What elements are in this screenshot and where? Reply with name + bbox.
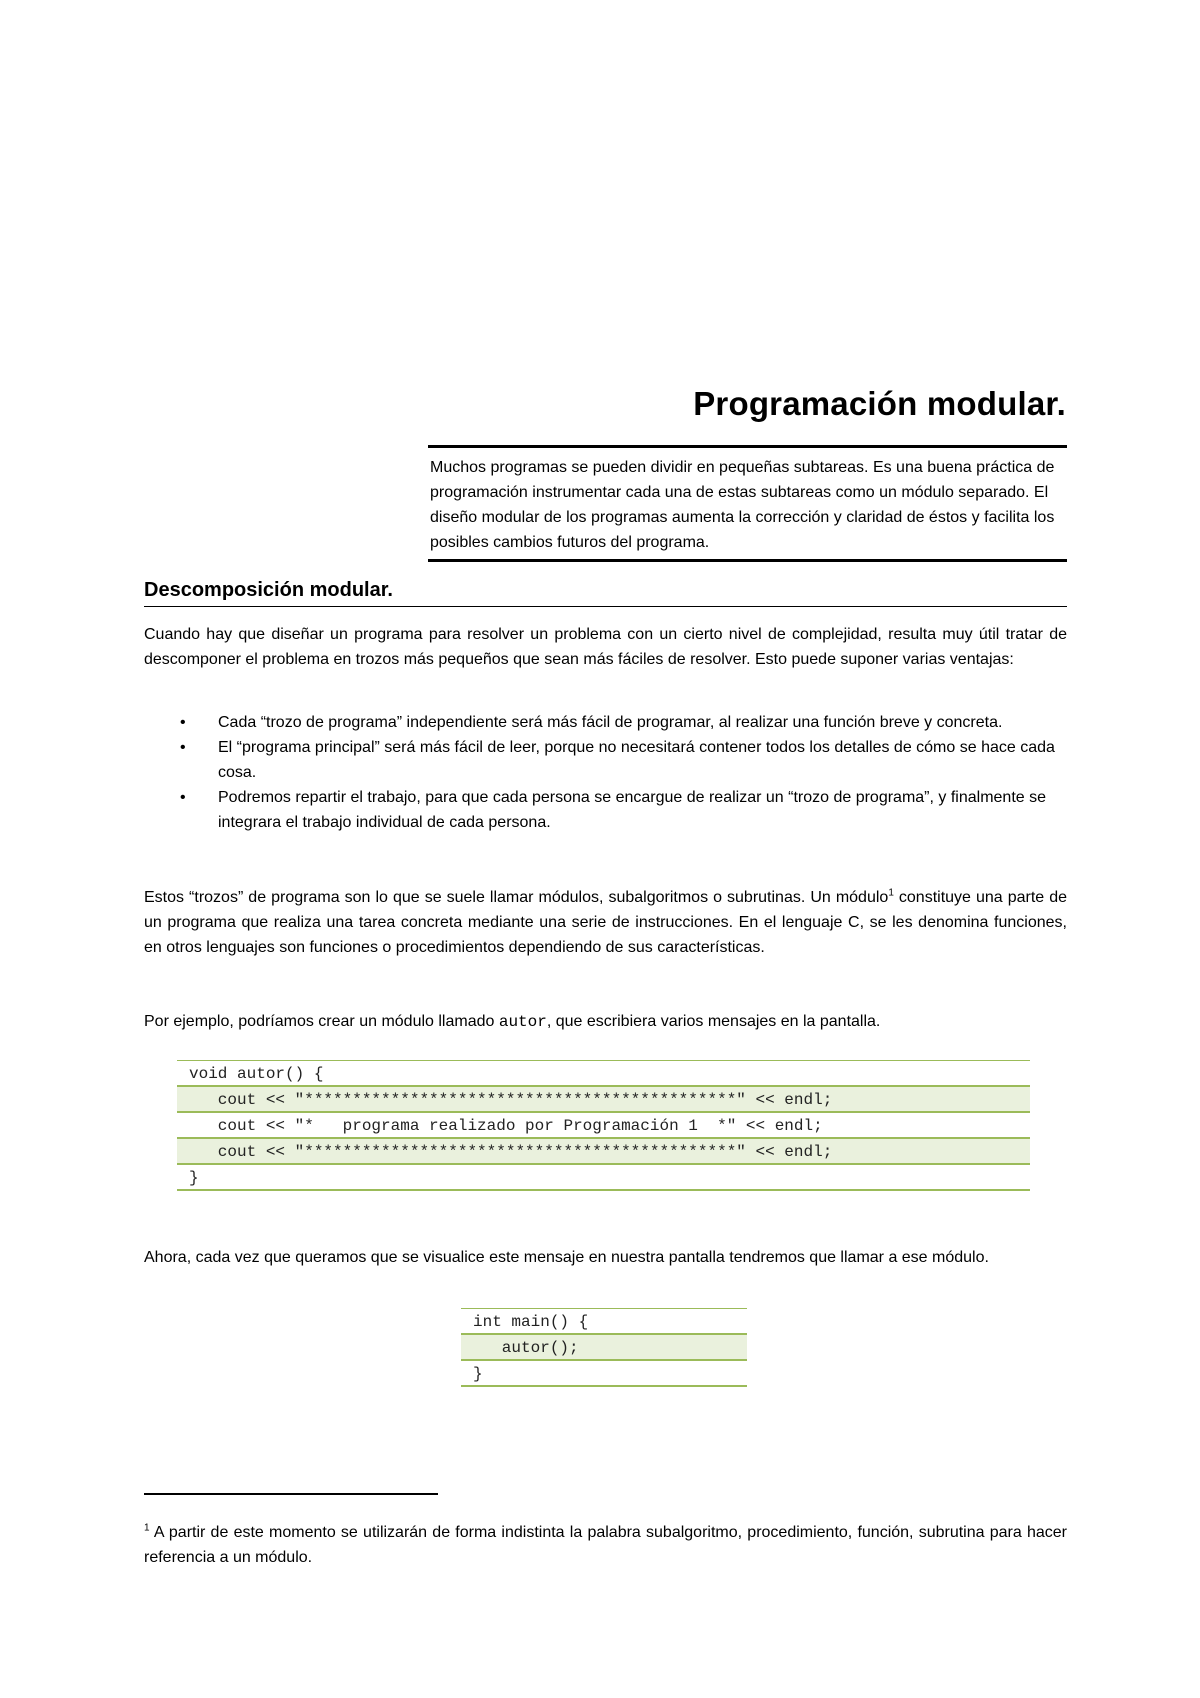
list-item-text: Cada “trozo de programa” independiente será más fácil de programar, al realizar una función breve y concreta. — [218, 714, 1003, 731]
example-text-a: Por ejemplo, podríamos crear un módulo llamado — [144, 1013, 499, 1030]
abstract-box — [428, 445, 1067, 562]
code-block-main — [461, 1308, 747, 1387]
list-item-text: Podremos repartir el trabajo, para que cada persona se encargue de realizar un “trozo de programa”, y finalmente se integrara el trabajo individual de cada persona. — [218, 789, 1047, 831]
footnote-text: A partir de este momento se utilizarán de forma indistinta la palabra subalgoritmo, procedimiento, función, subrutina para hacer referencia a un módulo. — [144, 1524, 1067, 1566]
abstract-text: Muchos programas se pueden dividir en pequeñas subtareas. Es una buena práctica de programación instrumentar cada una de estas subtareas como un módulo separado. El diseño modular de los programas aumenta la corrección y claridad de éstos y facilita los posibles cambios futuros del programa. — [430, 459, 1055, 551]
code-line: autor(); — [461, 1335, 747, 1361]
bullet-icon: • — [180, 789, 186, 806]
intro-paragraph: Cuando hay que diseñar un programa para resolver un problema con un cierto nivel de complejidad, resulta muy útil tratar de descomponer el problema en trozos más pequeños que sean más fáciles de resolver. Esto puede suponer varias ventajas: — [144, 626, 1067, 668]
code-line: void autor() { — [177, 1061, 1030, 1087]
advantages-list — [144, 710, 1067, 835]
list-item — [144, 735, 1067, 785]
footnote-separator — [144, 1493, 438, 1495]
code-line: cout << "* programa realizado por Programación 1 *" << endl; — [177, 1113, 1030, 1139]
code-line: } — [461, 1361, 747, 1387]
footnote-reference[interactable]: 1 — [888, 887, 894, 899]
modules-paragraph — [144, 885, 1067, 960]
code-line: int main() { — [461, 1309, 747, 1335]
code-block-autor — [177, 1060, 1030, 1191]
footnote — [144, 1520, 1067, 1570]
modules-text-a: Estos “trozos” de programa son lo que se suele llamar módulos, subalgoritmos o subrutinas. Un módulo — [144, 889, 889, 906]
bullet-icon: • — [180, 714, 186, 731]
list-item — [144, 785, 1067, 835]
code-line: cout << "*********************************************" << endl; — [177, 1139, 1030, 1165]
inline-code: autor — [498, 1013, 547, 1031]
footnote-marker: 1 — [144, 1522, 150, 1534]
code-line: cout << "*********************************************" << endl; — [177, 1087, 1030, 1113]
call-paragraph: Ahora, cada vez que queramos que se visualice este mensaje en nuestra pantalla tendremos que llamar a ese módulo. — [144, 1249, 989, 1266]
modules-text-b: constituye una parte de un programa que realiza una tarea concreta mediante una serie de instrucciones. En el lenguaje C, se les denomina funciones, en otros lenguajes son funciones o procedimientos dependiendo de sus características. — [144, 889, 1068, 956]
section-heading: Descomposición modular. — [144, 579, 1067, 607]
list-item-text: El “programa principal” será más fácil de leer, porque no necesitará contener todos los detalles de cómo se hace cada cosa. — [218, 739, 1055, 781]
page-title: Programación modular. — [693, 385, 1066, 422]
list-item — [144, 710, 1067, 735]
bullet-icon: • — [180, 739, 186, 756]
example-text-b: , que escribiera varios mensajes en la pantalla. — [546, 1013, 881, 1030]
code-line: } — [177, 1165, 1030, 1191]
example-paragraph — [144, 1009, 1067, 1035]
